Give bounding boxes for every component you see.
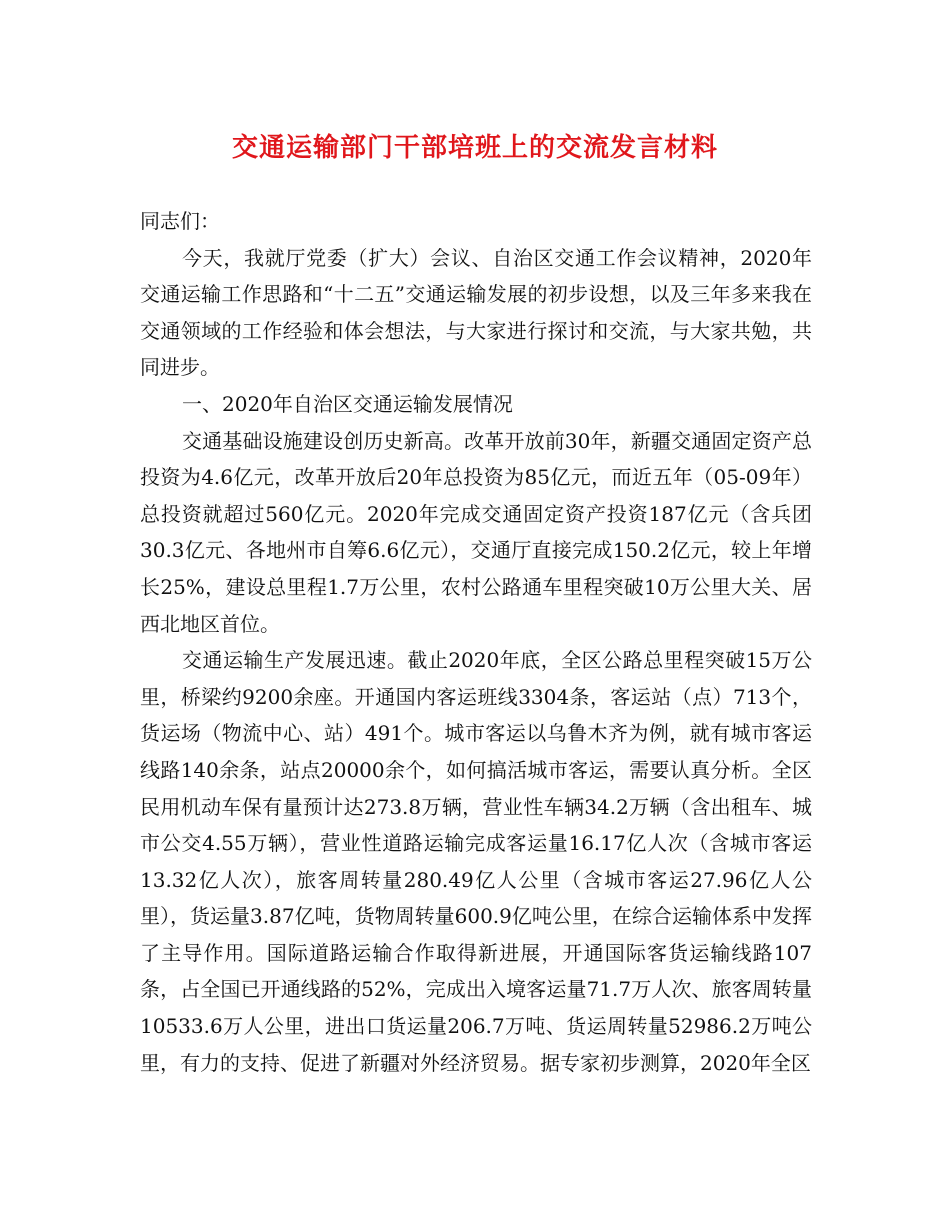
- document-title: 交通运输部门干部培班上的交流发言材料: [231, 133, 718, 163]
- paragraph-transport-production: 交通运输生产发展迅速。截止2020年底，全区公路总里程突破15万公里，桥梁约9200余座。开通国内客运班线3304条，客运站（点）713个，货运场（物流中心、站）491个。城市客运以乌鲁木齐为例，就有城市客运线路140余条，站点20000余个，如何搞活城市客运，需要认真分析。全区民用机动车保有量预计达273.8万辆，营业性车辆34.2万辆（含出租车、城市公交4.55万辆），营业性道路运输完成客运量16.17亿人次（含城市客运13.32亿人次），旅客周转量280.49亿人公里（含城市客运27.96亿人公里），货运量3.87亿吨，货物周转量600.9亿吨公里，在综合运输体系中发挥了主导作用。国际道路运输合作取得新进展，开通国际客货运输线路107条，占全国已开通线路的52%，完成出入境客运量71.7万人次、旅客周转量10533.6万人公里，进出口货运量206.7万吨、货运周转量52986.2万吨公里，有力的支持、促进了新疆对外经济贸易。据专家初步测算，2020年全区: [140, 648, 812, 1075]
- paragraph-intro: 今天，我就厅党委（扩大）会议、自治区交通工作会议精神，2020年交通运输工作思路和“十二五”交通运输发展的初步设想，以及三年多来我在交通领域的工作经验和体会想法，与大家进行探讨和交流，与大家共勉，共同进步。: [140, 245, 812, 380]
- document-body: [140, 203, 812, 1081]
- section-heading-1: 一、2020年自治区交通运输发展情况: [182, 391, 513, 416]
- paragraph-infrastructure: 交通基础设施建设创历史新高。改革开放前30年，新疆交通固定资产总投资为4.6亿元，改革开放后20年总投资为85亿元，而近五年（05-09年）总投资就超过560亿元。2020年完成交通固定资产投资187亿元（含兵团30.3亿元、各地州市自筹6.6亿元），交通厅直接完成150.2亿元，较上年增长25%，建设总里程1.7万公里，农村公路通车里程突破10万公里大关、居西北地区首位。: [140, 428, 812, 636]
- salutation: 同志们：: [140, 209, 220, 233]
